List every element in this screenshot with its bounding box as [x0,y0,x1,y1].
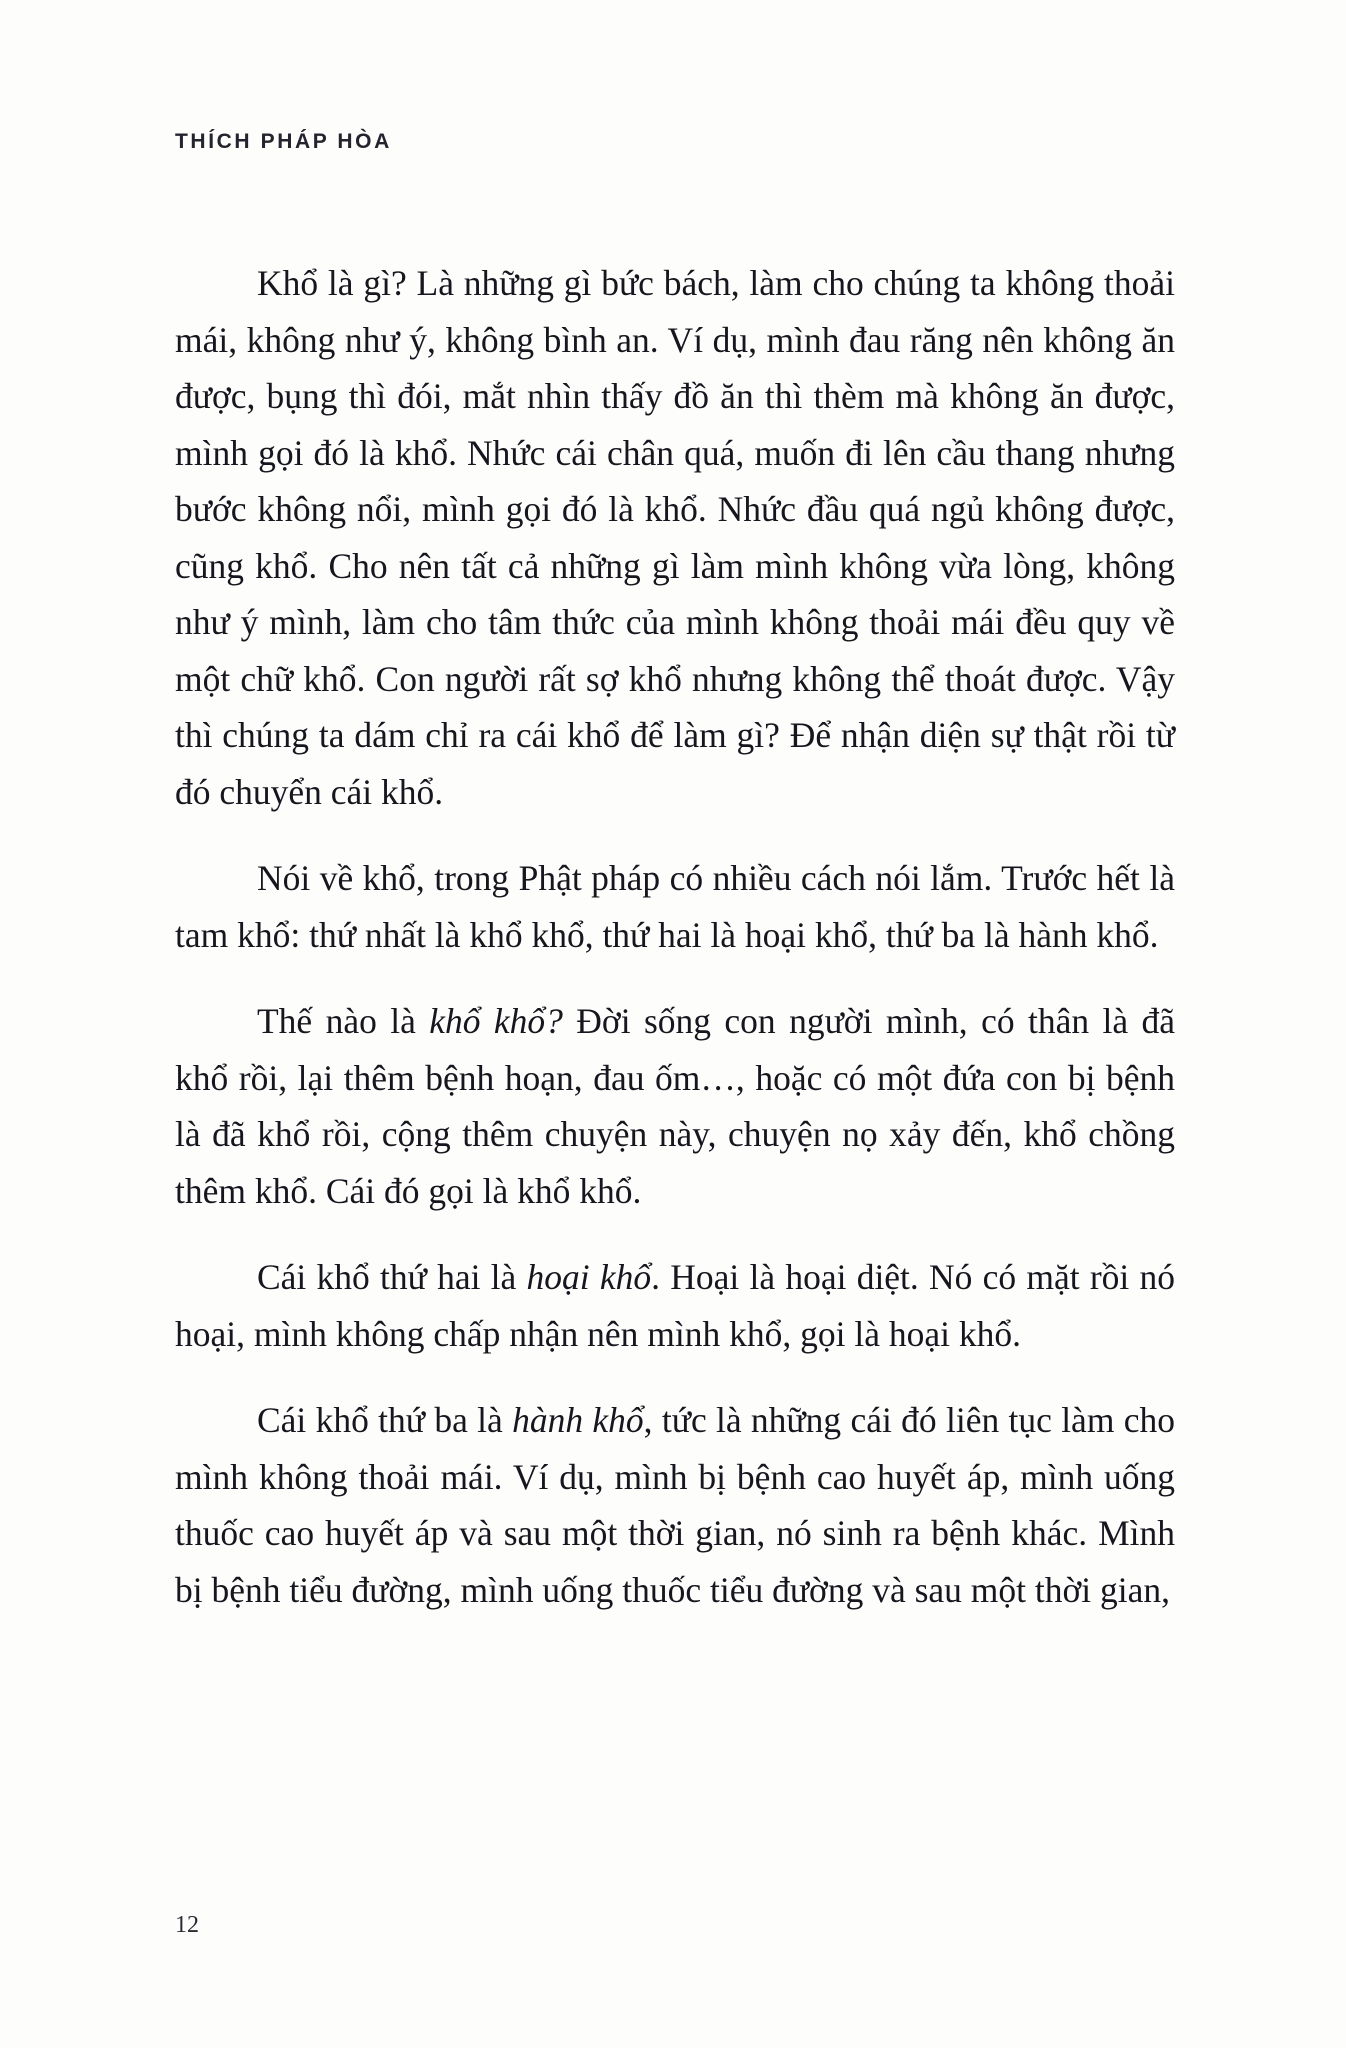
text-run: Khổ là gì? Là những gì bức bách, làm cho chúng ta không thoải mái, không như ý, không bình an. Ví dụ, mình đau răng nên không ăn được, bụng thì đói, mắt nhìn thấy đồ ăn thì thèm mà không ăn được, mình gọi đó là khổ. Nhức cái chân quá, muốn đi lên cầu thang nhưng bước không nổi, mình gọi đó là khổ. Nhức đầu quá ngủ không được, cũng khổ. Cho nên tất cả những gì làm mình không vừa lòng, không như ý mình, làm cho tâm thức của mình không thoải mái đều quy về một chữ khổ. Con người rất sợ khổ nhưng không thể thoát được. Vậy thì chúng ta dám chỉ ra cái khổ để làm gì? Để nhận diện sự thật rồi từ đó chuyển cái khổ. [175,263,1175,812]
italic-term: hành khổ [512,1400,644,1440]
body-text-block [175,255,1175,1618]
page-number: 12 [175,1912,199,1938]
paragraph [175,255,1175,820]
italic-term: hoại khổ [526,1257,652,1297]
paragraph [175,1249,1175,1362]
text-run: Cái khổ thứ hai là [257,1257,527,1297]
text-run: Cái khổ thứ ba là [257,1400,513,1440]
paragraph [175,993,1175,1219]
running-head: THÍCH PHÁP HÒA [175,130,392,153]
text-run: Thế nào là [257,1001,430,1041]
text-run: . Hoại là hoại diệt. Nó có mặt rồi nó hoại, mình không chấp nhận nên mình khổ, gọi là hoại khổ. [175,1257,1175,1354]
text-run: Đời sống con người mình, có thân là đã khổ rồi, lại thêm bệnh hoạn, đau ốm…, hoặc có một đứa con bị bệnh là đã khổ rồi, cộng thêm chuyện này, chuyện nọ xảy đến, khổ chồng thêm khổ. Cái đó gọi là khổ khổ. [175,1001,1175,1211]
paragraph [175,850,1175,963]
text-run: , tức là những cái đó liên tục làm cho mình không thoải mái. Ví dụ, mình bị bệnh cao huyết áp, mình uống thuốc cao huyết áp và sau một thời gian, nó sinh ra bệnh khác. Mình bị bệnh tiểu đường, mình uống thuốc tiểu đường và sau một thời gian, [175,1400,1175,1610]
text-run: Nói về khổ, trong Phật pháp có nhiều cách nói lắm. Trước hết là tam khổ: thứ nhất là khổ khổ, thứ hai là hoại khổ, thứ ba là hành khổ. [175,858,1175,955]
italic-term: khổ khổ? [429,1001,563,1041]
paragraph [175,1392,1175,1618]
